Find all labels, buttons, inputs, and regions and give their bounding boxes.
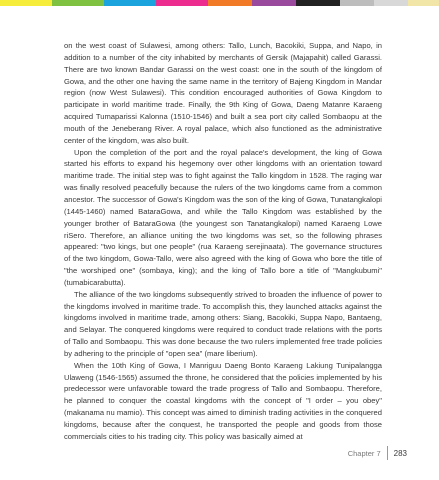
page-footer bbox=[348, 446, 407, 460]
color-swatch bbox=[408, 0, 439, 6]
color-swatch bbox=[296, 0, 340, 6]
paragraph: The alliance of the two kingdoms subsequently strived to broaden the influence of power to the kingdoms involved in maritime trade. To accomplish this, they launched attacks against the kingdoms involved in maritime trade, among others: Siang, Bacokiki, Suppa Napo, Bantaeng, and Selayar. The conquered kingdoms were required to conduct trade relations with the ports of Tallo and Sombaopu. This was done because the two rulers implemented free trade policies by adhering to the principle of "open sea" (mare liberium). bbox=[64, 289, 382, 358]
paragraph: on the west coast of Sulawesi, among others: Tallo, Lunch, Bacokiki, Suppa, and Napo, in addition to a number of the city inhabited by merchants of Gersik (Majapahit) called Garassi. There are two known Bandar Garassi on the west coast: one in the south of the kingdom of Gowa, and the other one having the same name in the territory of Bajeng Kingdom in Mandar region (now West Sulawesi). This condition encouraged authorities of Gowa Kingdom to participate in world maritime trade. Finally, the 9th King of Gowa, Daeng Matanre Karaeng acquired Tumaparissi Kalonna (1510-1546) and built a sea port city called Sombaopu at the mouth of the Jeneberang River. A royal palace, which also functioned as the administrative center of the kingdom, was also built. bbox=[64, 41, 382, 145]
print-color-bar bbox=[0, 0, 439, 6]
footer-divider bbox=[387, 446, 388, 460]
color-swatch bbox=[374, 0, 408, 6]
page-body bbox=[64, 40, 382, 443]
paragraph: When the 10th King of Gowa, I Manriguu Daeng Bonto Karaeng Lakiung Tunipalangga Ulaweng (1546-1565) assumed the throne, he considered that the policies implemented by his predecessor were unfavorable toward the trade progress of Tallo and Sombaopu. Therefore, he planned to conquer the coastal kingdoms with the concept of "I order – you obey" (makanama nu mamio). This concept was aimed to diminish trading activities in the conquered kingdoms, because after the conquest, he transported the people and goods from those commercials cities to his trading city. This policy was basically aimed at bbox=[64, 360, 382, 441]
color-swatch bbox=[208, 0, 252, 6]
color-swatch bbox=[340, 0, 374, 6]
color-swatch bbox=[104, 0, 156, 6]
color-swatch bbox=[156, 0, 208, 6]
color-swatch bbox=[0, 0, 52, 6]
color-swatch bbox=[52, 0, 104, 6]
color-swatch bbox=[252, 0, 296, 6]
page-number: 283 bbox=[393, 448, 407, 458]
paragraph: Upon the completion of the port and the royal palace's development, the king of Gowa started his efforts to expand his hegemony over other kingdoms with an orientation toward maritime trade. The initial step was to fight against the Tallo kingdom in 1528. The raging war was finally resolved peacefully because the rulers of the two kingdoms came from a common ancestor. The successor of Gowa's Kingdom was the son of the king of Gowa, Tunatangkalopi (1445-1460) named BataraGowa, and while the Tallo Kingdom was established by the younger brother of BataraGowa (the youngest son Tanatangkalopi) named Karaeng Lowe riSero. Therefore, an alliance uniting the two kingdoms was set, so the following phrases appeared: "two kings, but one people" (rua Karaeng serejinaata). The governance structures of the two kingdom, Gowa-Tallo, were also agreed with the king of Gowa who bore the title of "the worshiped one" (sombaya, king); and the king of Tallo bore a title of "Mangkubumi" (tumabicarabutta). bbox=[64, 147, 382, 287]
chapter-label: Chapter 7 bbox=[347, 448, 381, 458]
